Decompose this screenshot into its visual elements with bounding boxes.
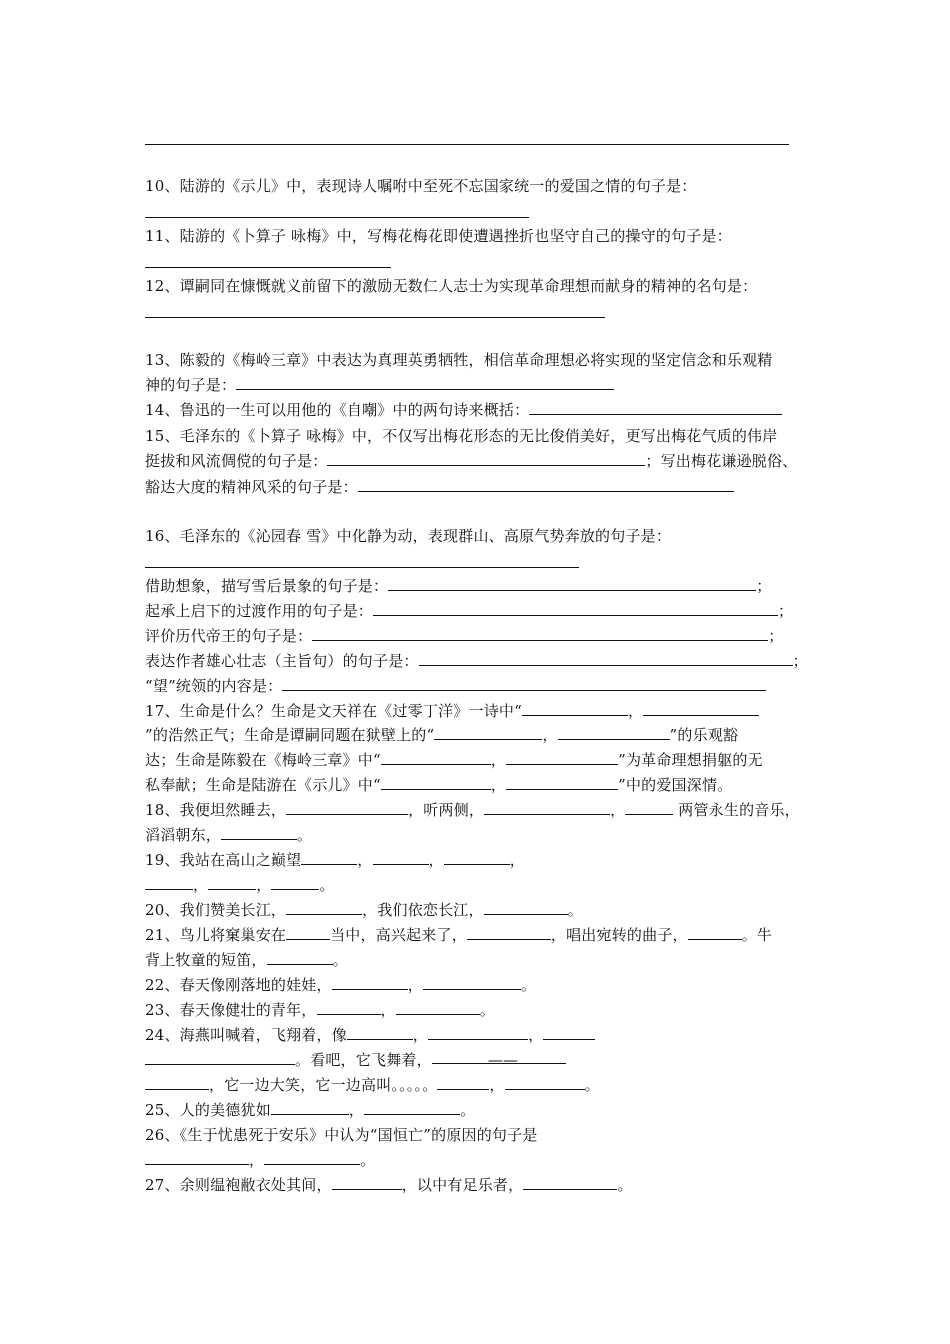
question-16-sub4: 表达作者雄心壮志（主旨句）的句子是： ； xyxy=(145,652,808,670)
question-15-line2: 挺拔和风流倜傥的句子是： ；写出梅花谦逊脱俗、 xyxy=(145,452,798,470)
question-21-line1: 21、鸟儿将窠巢安在 当中，高兴起来了， ，唱出宛转的曲子， 。牛 xyxy=(145,926,773,944)
question-16-sub2: 起承上启下的过渡作用的句子是： ； xyxy=(145,602,794,620)
blank[interactable] xyxy=(236,374,614,390)
blank[interactable] xyxy=(286,799,408,815)
blank[interactable] xyxy=(419,650,793,666)
blank[interactable] xyxy=(286,899,362,915)
question-24-line3: ，它一边大笑，它一边高叫。。。。。 ， 。 xyxy=(145,1073,600,1097)
question-16-sub5: “望”统领的内容是： xyxy=(145,674,766,698)
question-27: 27、余则缊袍敝衣处其间， ，以中有足乐者， 。 xyxy=(145,1176,633,1194)
answer-line-16 xyxy=(145,567,579,568)
blank[interactable] xyxy=(145,1049,295,1065)
blank[interactable] xyxy=(437,1074,489,1090)
question-23: 23、春天像健壮的青年， ， 。 xyxy=(145,1001,495,1019)
blank[interactable] xyxy=(145,874,193,890)
question-21-line2: 背上牧童的短笛， 。 xyxy=(145,951,348,969)
blank[interactable] xyxy=(332,974,408,990)
question-13-line2: 神的句子是： xyxy=(145,373,614,397)
question-18-line1: 18、我便坦然睡去， ，听两侧， ， 两管永生的音乐， xyxy=(145,801,800,819)
question-20: 20、我们赞美长江， ，我们依恋长江， 。 xyxy=(145,901,583,919)
blank[interactable] xyxy=(434,724,542,740)
question-22: 22、春天像刚落地的娃娃， ， 。 xyxy=(145,976,537,994)
question-17-line3: 达；生命是陈毅在《梅岭三章》中“ ， ”为革命理想捐躯的无 xyxy=(145,751,763,769)
blank[interactable] xyxy=(444,849,510,865)
question-19-line1: 19、我站在高山之巅望 ， ， ， xyxy=(145,851,525,869)
question-26-line2: ， 。 xyxy=(145,1148,375,1172)
blank[interactable] xyxy=(688,924,742,940)
blank[interactable] xyxy=(484,799,610,815)
top-answer-line xyxy=(145,144,789,145)
question-19-line2: ， ， 。 xyxy=(145,873,335,897)
blank[interactable] xyxy=(327,450,645,466)
blank[interactable] xyxy=(271,874,319,890)
blank[interactable]: —— xyxy=(432,1048,566,1064)
blank[interactable] xyxy=(282,675,766,691)
question-15-line1: 15、毛泽东的《卜算子 咏梅》中，不仅写出梅花形态的无比俊俏美好，更写出梅花气质的伟岸 xyxy=(145,427,778,445)
answer-line-12 xyxy=(145,317,605,318)
blank[interactable] xyxy=(271,1099,349,1115)
blank[interactable] xyxy=(388,575,756,591)
blank[interactable] xyxy=(145,1074,209,1090)
blank[interactable] xyxy=(529,399,782,415)
blank[interactable] xyxy=(358,476,734,492)
blank[interactable] xyxy=(558,724,670,740)
blank[interactable] xyxy=(373,600,778,616)
blank[interactable] xyxy=(145,1149,249,1165)
question-13-line1: 13、陈毅的《梅岭三章》中表达为真理英勇牺牲，相信革命理想必将实现的坚定信念和乐观精 xyxy=(145,351,773,369)
blank[interactable] xyxy=(264,1149,360,1165)
blank[interactable] xyxy=(347,1024,413,1040)
blank[interactable] xyxy=(373,849,429,865)
question-17-line2: ”的浩然正气；生命是谭嗣同题在狱壁上的“ ， ”的乐观豁 xyxy=(145,726,739,744)
blank[interactable] xyxy=(643,700,759,716)
blank[interactable] xyxy=(317,999,381,1015)
blank[interactable] xyxy=(423,974,521,990)
question-16-sub1: 借助想象，描写雪后景象的句子是： ； xyxy=(145,577,772,595)
question-12: 12、谭嗣同在慷慨就义前留下的激励无数仁人志士为实现革命理想而献身的精神的名句是： xyxy=(145,277,758,295)
blank[interactable] xyxy=(505,1074,585,1090)
question-25: 25、人的美德犹如 ， 。 xyxy=(145,1101,476,1119)
blank[interactable] xyxy=(301,849,357,865)
blank[interactable] xyxy=(312,625,768,641)
blank[interactable] xyxy=(396,999,480,1015)
blank[interactable] xyxy=(543,1024,595,1040)
answer-line-10 xyxy=(145,217,529,218)
blank[interactable] xyxy=(381,749,491,765)
question-16-sub3: 评价历代帝王的句子是： ； xyxy=(145,627,784,645)
answer-line-11 xyxy=(145,267,391,268)
question-11: 11、陆游的《卜算子 咏梅》中，写梅花梅花即使遭遇挫折也坚守自己的操守的句子是： xyxy=(145,227,732,245)
blank[interactable] xyxy=(208,874,256,890)
question-10: 10、陆游的《示儿》中，表现诗人嘱咐中至死不忘国家统一的爱国之情的句子是： xyxy=(145,177,697,195)
blank[interactable] xyxy=(428,1024,528,1040)
question-17-line4: 私奉献；生命是陆游在《示儿》中“ ， ”中的爱国深情。 xyxy=(145,776,733,794)
blank[interactable] xyxy=(506,749,618,765)
question-17-line1: 17、生命是什么？生命是文天祥在《过零丁洋》一诗中“ ， xyxy=(145,699,759,723)
question-24-line2: 。看吧，它飞舞着， —— xyxy=(145,1048,566,1072)
question-16: 16、毛泽东的《沁园春 雪》中化静为动，表现群山、高原气势奔放的句子是： xyxy=(145,527,672,545)
blank[interactable] xyxy=(523,1174,617,1190)
blank[interactable] xyxy=(484,899,568,915)
question-26-line1: 26、《生于忧患死于安乐》中认为“国恒亡”的原因的句子是 xyxy=(145,1126,538,1144)
blank[interactable] xyxy=(467,924,551,940)
question-24-line1: 24、海燕叫喊着，飞翔着，像 ， ， xyxy=(145,1023,595,1047)
question-18-line2: 滔滔朝东， 。 xyxy=(145,826,313,844)
blank[interactable] xyxy=(381,774,491,790)
question-15-line3: 豁达大度的精神风采的句子是： xyxy=(145,475,734,499)
blank[interactable] xyxy=(506,774,618,790)
blank[interactable] xyxy=(267,949,333,965)
blank[interactable] xyxy=(332,1174,402,1190)
blank[interactable] xyxy=(364,1099,460,1115)
blank[interactable] xyxy=(286,924,330,940)
blank[interactable] xyxy=(625,799,673,815)
blank[interactable] xyxy=(522,700,628,716)
question-14: 14、鲁迅的一生可以用他的《自嘲》中的两句诗来概括： xyxy=(145,398,782,422)
blank[interactable] xyxy=(221,824,297,840)
